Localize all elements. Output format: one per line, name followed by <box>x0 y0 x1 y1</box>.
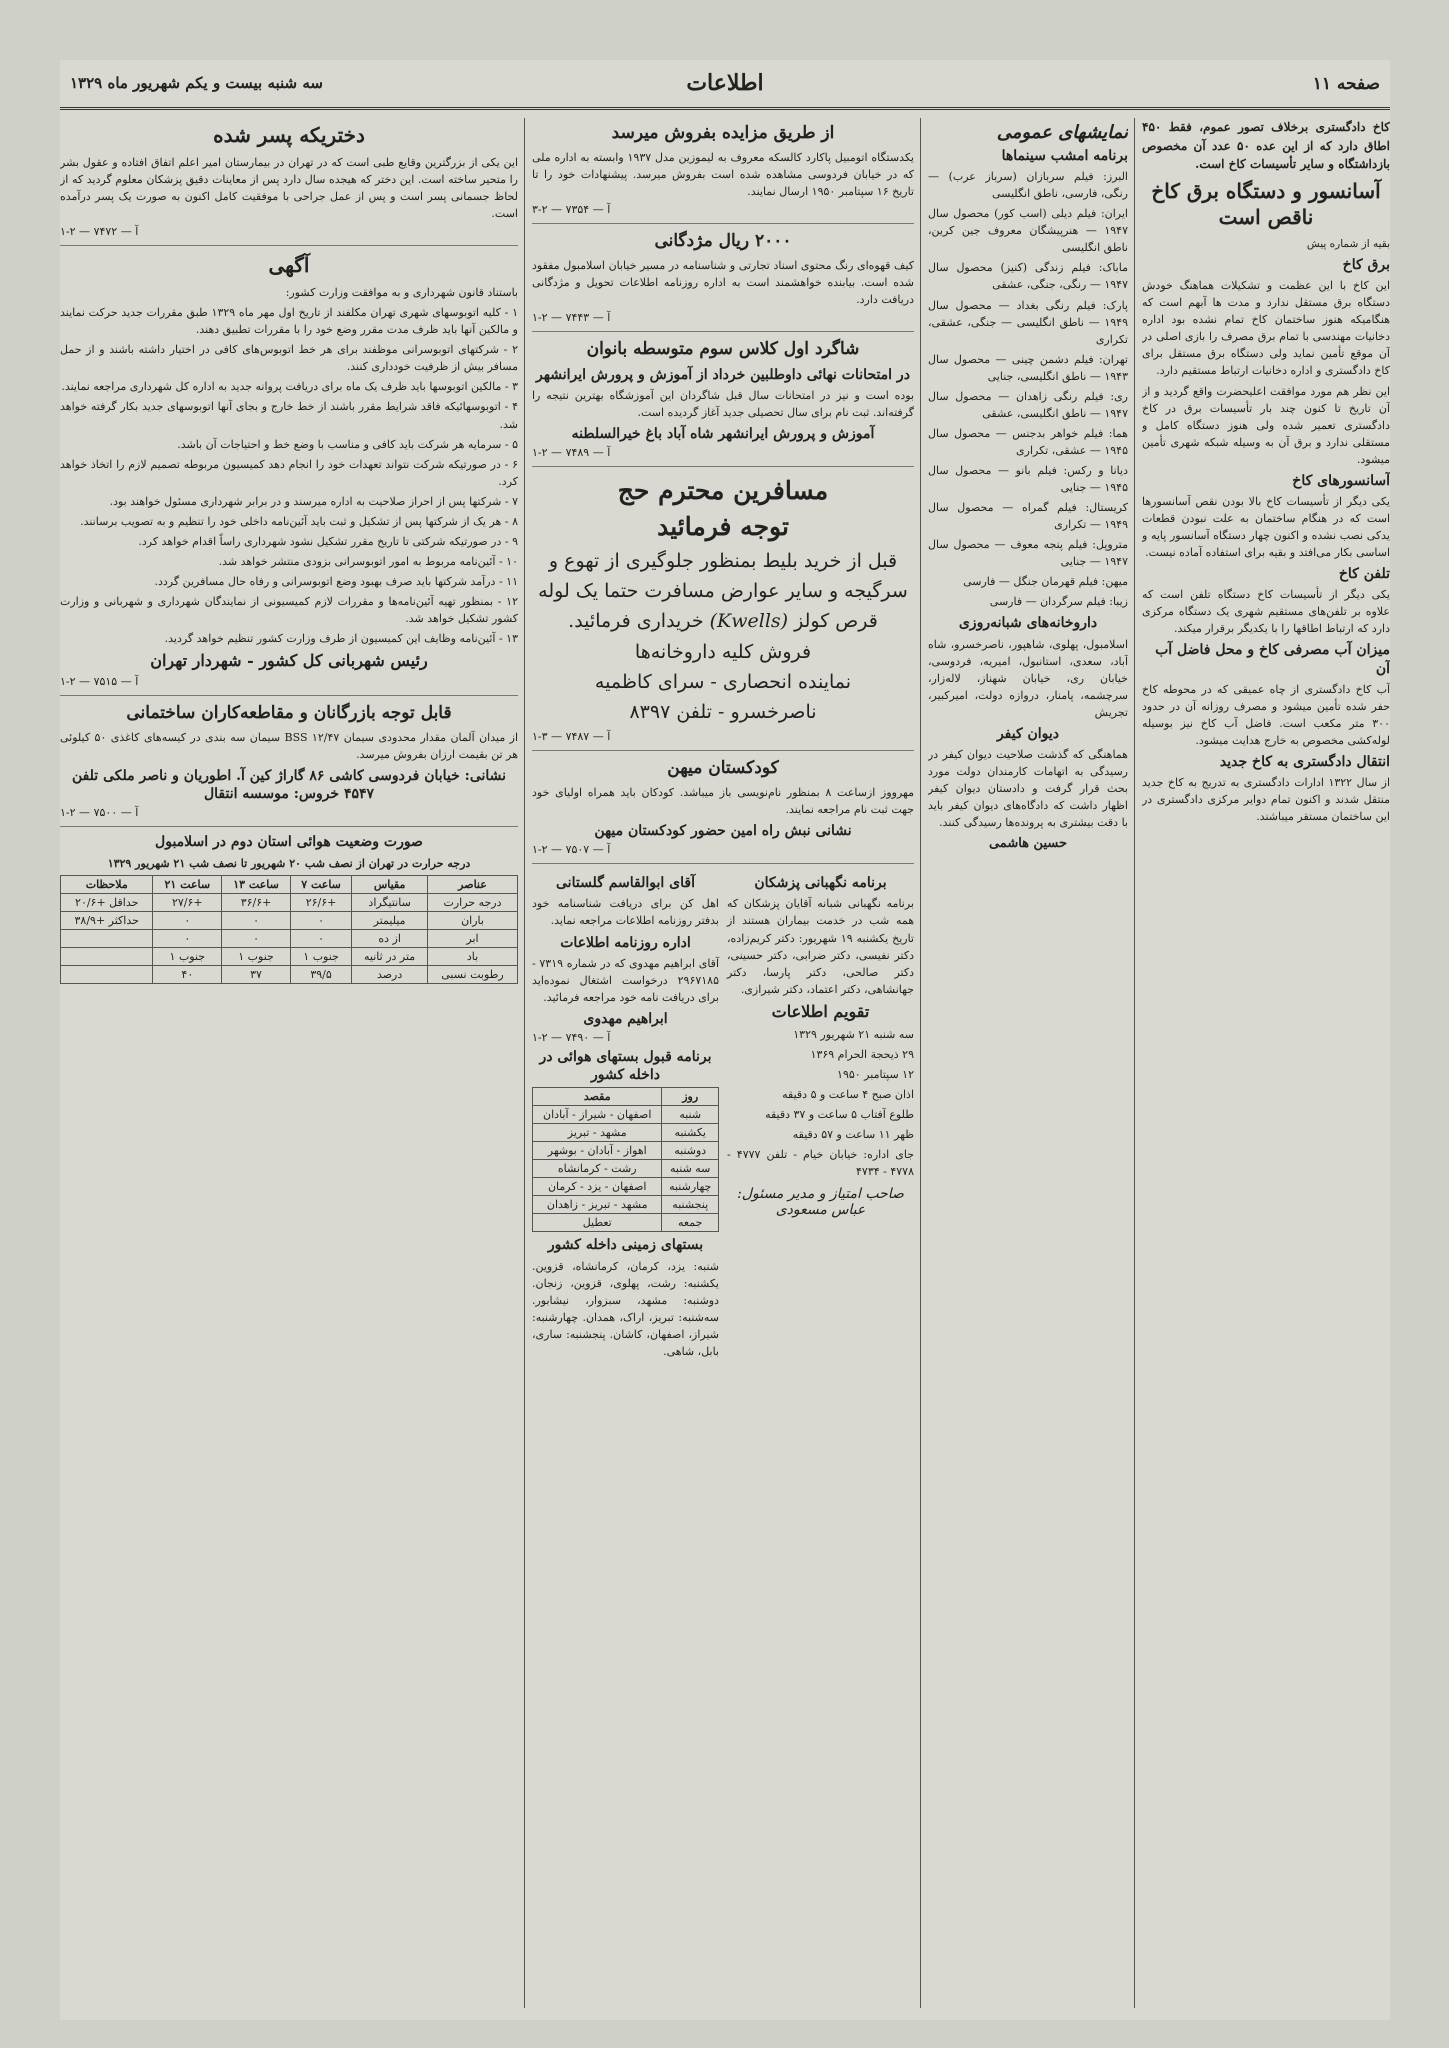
subhead-electricity: برق کاخ <box>1342 257 1390 274</box>
subhead-telephone: تلفن کاخ <box>1338 566 1390 583</box>
newspaper-page <box>60 60 1390 2020</box>
cement-address: نشانی: خیابان فردوسی کاشی ۸۶ گاراژ کین آ. اطوریان و ناصر ملکی تلفن ۴۵۴۷ خروس: موسسه انتقال <box>71 768 507 803</box>
paragraph: این نظر هم مورد موافقت اعلیحضرت واقع گردید و از آن تاریخ تا کنون چند بار تأسیسات برق در کاخ دادگستری تعمیر شده ولی هنوز دستگاه کامل و مستقلی ندارد و برق آن به وسیله شبکه شهری تأمین میشود. <box>1142 384 1390 466</box>
list-item: متروپل: فیلم پنجه معوف — محصول سال ۱۹۴۷ — جنایی <box>928 538 1128 569</box>
calendar-line: طلوع آفتاب ۵ ساعت و ۳۷ دقیقه <box>765 1107 914 1121</box>
weather-subtitle: درجه حرارت در تهران از نصف شب ۲۰ شهریور تا نصف شب ۲۱ شهریور ۱۳۲۹ <box>107 856 471 870</box>
ad-ref: آ — ۷۴۷۲ — ۲-۱ <box>60 225 139 239</box>
column-advertisements <box>532 118 914 1363</box>
notice-item: ۱۳ - آئین‌نامه وظایف این کمیسیون از طرف وزارت کشور تنظیم خواهد گردید. <box>164 632 518 646</box>
subhead-transfer: انتقال دادگستری به کاخ جدید <box>1219 754 1390 771</box>
calendar-line: اذان صبح ۴ ساعت و ۵ دقیقه <box>782 1087 914 1101</box>
column-court-building <box>1142 118 1390 828</box>
reward-ad <box>532 230 914 332</box>
cinema-program-title: برنامه امشب سینماها <box>1001 148 1128 164</box>
paragraph: یکی دیگر از تأسیسات کاخ دستگاه تلفن است که علاوه بر تلفن‌های مستقیم شهری یک دستگاه مرکزی دارد که ارتباط اطاقها را با یکدیگر برقرار میکند. <box>1142 588 1390 636</box>
continued-note: بقیه از شماره پیش <box>1306 237 1390 250</box>
school-signature: آموزش و پرورش ایرانشهر شاه آباد باغ خیرالسلطنه <box>571 425 875 442</box>
calendar-line: سه شنبه ۲۱ شهریور ۱۳۲۹ <box>793 1027 914 1041</box>
cement-ad <box>60 702 518 828</box>
ad-ref: آ — ۷۵۱۵ — ۲-۱ <box>60 674 139 688</box>
reward-text: کیف قهوه‌ای رنگ محتوی اسناد تجارتی و شناسنامه در مسیر خیابان اسلامبول مفقود شده است. بیابنده خواهشمند است به اداره روزنامه اطلاعات تحویل و مژدگانی دریافت دارد. <box>532 259 914 307</box>
cement-title: قابل توجه بازرگانان و مقاطعه‌کاران ساختمانی <box>126 702 452 723</box>
notice-item: ۹ - در صورتیکه شرکتی تا تاریخ مقرر تشکیل نشود شهرداری راساً اقدام خواهد کرد. <box>138 534 518 548</box>
left-subcolumn <box>532 870 719 1363</box>
kindergarten-title: کودکستان میهن <box>667 757 779 778</box>
column-public-shows <box>928 118 1128 857</box>
kindergarten-text: مهرووز ازساعت ۸ بمنظور نام‌نویسی باز میباشد. کودکان باید همراه اولیای خود جهت ثبت نام مراجعه نمایند. <box>532 785 914 817</box>
list-item: ماباک: فیلم زندگی (کنیز) محصول سال ۱۹۴۷ — رنگی، جنگی، عشقی <box>928 261 1128 292</box>
doctors-title: برنامه نگهبانی پزشکان <box>754 875 887 892</box>
school-subtitle: در امتحانات نهائی داوطلبین خرداد از آموزش و پرورش ایرانشهر <box>536 366 910 383</box>
court-section-title: دیوان کیفر <box>996 725 1060 742</box>
notice-item: ۱۰ - آئین‌نامه مربوط به امور اتوبوسرانی بزودی منتشر خواهد شد. <box>218 554 518 568</box>
page-number: صفحه ۱۱ <box>1312 74 1380 94</box>
hajj-title: مسافرین محترم حج <box>617 476 829 506</box>
school-ad <box>532 338 914 467</box>
list-item: تهران: فیلم دشمن چینی — محصول سال ۱۹۴۳ — ناطق انگلیسی، جنایی <box>928 352 1128 383</box>
hajj-address: ناصرخسرو - تلفن ۸۳۹۷ <box>629 701 817 724</box>
column-notices <box>60 118 518 984</box>
calendar-line: ۲۹ ذیحجة الحرام ۱۳۶۹ <box>810 1047 914 1061</box>
auction-ad <box>532 122 914 224</box>
list-item: زیبا: فیلم سرگردان — فارسی <box>989 595 1128 609</box>
person-notice-title: آقای ابوالقاسم گلستانی <box>556 875 695 892</box>
hajj-body <box>532 546 914 637</box>
hajj-ad <box>532 473 914 751</box>
notice-item: ۷ - شرکتها پس از احراز صلاحیت به اداره میرسند و در برابر شهرداری مسئول خواهند بود. <box>109 494 518 508</box>
two-col-block <box>532 870 914 1363</box>
kwells-name: (Kwells) <box>709 610 789 633</box>
hajj-agent: نماینده انحصاری - سرای کاظمیه <box>594 671 852 694</box>
ad-ref: آ — ۷۵۰۰ — ۲-۱ <box>60 806 139 820</box>
hajj-body-tail: خریداری فرمائید. <box>568 610 704 633</box>
girl-text: این یکی از بزرگترین وقایع طبی است که در تهران در بیمارستان امیر اعلم اتفاق افتاده و عقول بشر را متحیر ساخته است. این دختر که هیجده سال دارد پس از معاینات دقیق پزشکان معلوم گردید که از لحاظ جسمانی پسر است و پس از عمل جراحی با موفقیت کامل اکنون به صورت یک پسر درآمده است. <box>60 156 518 221</box>
list-item: پارک: فیلم رنگی بغداد — محصول سال ۱۹۴۹ — ناطق انگلیسی — جنگی، عشقی، تکراری <box>928 298 1128 346</box>
calendar-line: ظهر ۱۱ ساعت و ۵۷ دقیقه <box>792 1127 914 1141</box>
kindergarten-ad <box>532 757 914 864</box>
paragraph: از سال ۱۳۲۲ ادارات دادگستری به تدریج به کاخ جدید منتقل شدند و اکنون تمام دوایر مرکزی دادگستری در این ساختمان مستقر میباشند. <box>1142 776 1390 824</box>
cinema-list <box>928 168 1128 610</box>
person-notice-text: اهل کن برای دریافت شناسنامه خود بدفتر روزنامه اطلاعات مراجعه نماید. <box>532 897 719 928</box>
weather-title: صورت وضعیت هوائی استان دوم در اسلامبول <box>155 834 423 851</box>
column-rule <box>1134 118 1135 2008</box>
list-item: کریستال: فیلم گمراه — محصول سال ۱۹۴۹ — تکراری <box>928 501 1128 532</box>
auction-title: از طریق مزایده بفروش میرسد <box>611 123 835 143</box>
notice-item: ۱ - کلیه اتوبوسهای شهری تهران مکلفند از تاریخ اول مهر ماه ۱۳۲۹ طبق مقررات جدید حرکت نمایند و مالکین آنها باید ظرف مدت مقرر وضع خود را با مقررات تطبیق دهند. <box>60 306 518 337</box>
office-notice-name: ابراهیم مهدوی <box>583 1010 668 1027</box>
landmail-text: شنبه: یزد، کرمان، کرمانشاه، قزوین. یکشنبه: رشت، پهلوی، قزوین، زنجان. دوشنبه: مشهد، سبزوار، نیشابور. سه‌شنبه: تبریز، اراک، همدان. چهارشنبه: شیراز، اصفهان، کاشان. پنجشنبه: ساری، بابل، شاهی. <box>532 1259 719 1358</box>
landmail-title: بستهای زمینی داخله کشور <box>547 1237 704 1254</box>
notice-item: ۱۱ - درآمد شرکتها باید صرف بهبود وضع اتوبوسرانی و رفاه حال مسافرین گردد. <box>154 574 518 588</box>
hajj-subtitle: توجه فرمائید <box>657 512 789 542</box>
court-intro: کاخ دادگستری برخلاف تصور عموم، فقط ۴۵۰ اطاق دارد که از این عده ۵۰ عدد آن مخصوص بازداشتگاه و سایر تأسیسات کاخ است. <box>1142 120 1390 172</box>
calendar-line: ۱۲ سپتامبر ۱۹۵۰ <box>837 1067 914 1081</box>
right-subcolumn <box>727 870 914 1363</box>
office-notice-text: آقای ابراهیم مهدوی که در شماره ۷۳۱۹ - ۲۹۶۷۱۸۵ درخواست اشتغال نموده‌اید برای دریافت نامه خود مراجعه فرمائید. <box>532 956 719 1004</box>
list-item: ایران: فیلم دیلی (اسب کور) محصول سال ۱۹۴۷ — هنرپیشگان معروف جین کرین، ناطق انگلیسی <box>928 207 1128 255</box>
byline: حسین هاشمی <box>988 836 1068 852</box>
ad-ref: آ — ۷۵۰۷ — ۲-۱ <box>532 843 611 857</box>
cement-text: از میدان آلمان مقدار محدودی سیمان BSS ۱۲/۴۷ سیمان سه بندی در کیسه‌های کاغذی ۵۰ کیلوئی هر تن بقیمت ارزان بفروش میرسد. <box>60 730 518 762</box>
court-section-text: هماهنگی که گذشت صلاحیت دیوان کیفر در رسیدگی به اتهامات کارمندان دولت مورد بحث قرار گرفت و دادستان دیوان کیفر اظهار داشت که دادگاه‌های دیوان کیفر باید با دقت بیشتری به پرونده‌ها رسیدگی کنند. <box>928 747 1128 830</box>
school-title: شاگرد اول کلاس سوم متوسطه بانوان <box>586 339 860 360</box>
list-item: هما: فیلم خواهر بدجنس — محصول سال ۱۹۴۵ — عشقی، تکراری <box>928 426 1128 457</box>
court-article-title: آسانسور و دستگاه برق کاخ ناقص است <box>1151 178 1381 229</box>
notice-item: ۱۲ - بمنظور تهیه آئین‌نامه‌ها و مقررات لازم کمیسیونی از نمایندگان شهرداری و شهربانی و وزارت کشور تشکیل خواهد شد. <box>60 594 518 625</box>
airmail-table: روز مقصد شنبه اصفهان - شیراز - آبادان یکشنبه مشهد - تبریز دوشنبه اهواز - آبادان - بوشهر سه شنبه رشت - کرمانشاه چهارشنبه اصفهان - یزد - کرمان پنجشنبه مشهد - تبریز - زاهدان جمعه تعطیل <box>532 1087 719 1232</box>
municipal-notice <box>60 252 518 696</box>
shows-title: نمایشهای عمومی <box>996 122 1128 143</box>
notice-item: ۵ - سرمایه هر شرکت باید کافی و مناسب با وضع خط و احتیاجات آن باشد. <box>177 437 518 451</box>
notice-item: ۶ - در صورتیکه شرکت نتواند تعهدات خود را انجام دهد کمیسیون مربوطه تصمیم لازم را اتخاذ خواهد کرد. <box>60 457 518 488</box>
notice-item: ۳ - مالکین اتوبوسها باید ظرف یک ماه برای دریافت پروانه جدید به اداره کل شهرداری مراجعه نمایند. <box>61 380 518 394</box>
hajj-sale: فروش کلیه داروخانه‌ها <box>634 640 812 663</box>
subhead-water: میزان آب مصرفی کاخ و محل فاضل آب آن <box>1155 642 1390 677</box>
pharmacy-list: اسلامبول، پهلوی، شاهپور، ناصرخسرو، شاه آباد، سعدی، استانبول، امیریه، فردوسی، خیابان ری، خیابان شهناز، لاله‌زار، سرچشمه، پامنار، دروازه دولت، امیرکبیر، تجریش <box>928 637 1128 719</box>
girl-title: دختریکه پسر شده <box>213 123 365 147</box>
issue-date: سه شنبه بیست و یکم شهریور ماه ۱۳۲۹ <box>70 74 323 92</box>
column-rule <box>920 118 921 2008</box>
notice-title: آگهی <box>268 253 310 278</box>
paragraph: یکی دیگر از تأسیسات کاخ بالا بودن نقص آسانسورها است که در هنگام ساختمان به علت نبودن قطعات یدکی نصب نشده و اکنون چهار دستگاه آسانسور پایه و اساسی بکار می‌افتد و بقیه برای استفاده آماده نیست. <box>1142 494 1390 560</box>
kindergarten-address: نشانی نبش راه امین حضور کودکستان میهن <box>594 823 852 840</box>
notice-intro: باستناد قانون شهرداری و به موافقت وزارت کشور: <box>285 286 518 300</box>
notice-signature: رئیس شهربانی کل کشور - شهردار تهران <box>150 651 428 671</box>
ad-ref: آ — ۷۴۸۷ — ۳-۱ <box>532 729 611 743</box>
ad-ref: آ — ۷۳۵۴ — ۲-۳ <box>532 203 611 217</box>
paragraph: این کاخ با این عظمت و تشکیلات هماهنگ خودش دستگاه برق مستقل ندارد و مدت ها آبهم است که هنگامیکه هنوز ساختمان کاخ تمام نشده بود اداره دخانیات مهندسی با تمام برق مصرف را بازی اصلی در آن موقع تأمین نماید ولی دستگاه برق مستقل برای کاخ دادگستری و اداره دخانیات ارتباط مستقیم دارد. <box>1142 279 1390 378</box>
airmail-title: برنامه قبول بستهای هوائی در داخله کشور <box>539 1049 712 1084</box>
ad-ref: آ — ۷۴۴۳ — ۲-۱ <box>532 311 611 325</box>
list-item: البرز: فیلم سربازان (سرباز عرب) — رنگی، فارسی، ناطق انگلیسی <box>928 170 1128 201</box>
page-header <box>60 60 1390 110</box>
notice-item: ۴ - اتوبوسهائیکه فاقد شرایط مقرر باشند از خط خارج و بجای آنها اتوبوسهای جدید بکار گرفته خواهد شد. <box>60 400 518 431</box>
paragraph: آب کاخ دادگستری از چاه عمیقی که در محوطه کاخ حفر شده تأمین میشود و مصرف روزانه آن در حدود ۳۰۰ متر مکعب است. فاضل آب کاخ نیز بوسیله لوله‌کشی مخصوص به خارج هدایت میشود. <box>1142 682 1390 747</box>
office-info: جای اداره: خیابان خیام - تلفن ۴۷۷۷ - ۴۷۷۸ - ۴۷۳۴ <box>727 1147 914 1178</box>
calendar-title: تقویم اطلاعات <box>771 1001 870 1021</box>
reward-title: ۲۰۰۰ ریال مژدگانی <box>654 231 792 252</box>
doctors-text: برنامه نگهبانی شبانه آقایان پزشکان که همه شب در خدمت بیماران هستند از تاریخ یکشنبه ۱۹ شهریور: دکتر کریم‌زاده، دکتر نفیسی، دکتر ضرابی، دکتر حسینی، دکتر صالحی، دکتر پارسا، دکتر جهانشاهی، دکتر اعتماد، دکتر شیرازی. <box>727 897 914 996</box>
publisher-signature: صاحب امتیاز و مدیر مسئول: عباس مسعودی <box>737 1185 904 1218</box>
subhead-elevators: آسانسورهای کاخ <box>1292 472 1390 489</box>
list-item: میهن: فیلم قهرمان جنگل — فارسی <box>963 575 1128 589</box>
weather-report <box>60 833 518 983</box>
notice-item: ۲ - شرکتهای اتوبوسرانی موظفند برای هر خط اتوبوس‌های کافی در اختیار داشته باشند و از حمل مسافر بیش از ظرفیت خودداری کنند. <box>60 343 518 374</box>
auction-text: یکدستگاه اتومبیل پاکارد کالسکه معروف به لیموزین مدل ۱۹۳۷ وابسته به اداره ملی که در خیابان فردوسی مشاهده شده است بفروش میرسد. پیشنهادات خود را تا تاریخ ۱۶ سپتامبر ۱۹۵۰ ارسال نمایند. <box>532 151 914 199</box>
school-text: بوده است و نیز در امتحانات سال قبل شاگردان این آموزشگاه بهترین نتیجه را گرفته‌اند. ثبت نام برای سال تحصیلی جدید آغاز گردیده است. <box>532 388 914 419</box>
pharmacy-title: داروخانه‌های شبانه‌روزی <box>958 615 1098 632</box>
column-rule <box>524 118 525 2008</box>
ad-ref: آ — ۷۴۸۹ — ۲-۱ <box>532 446 611 460</box>
notice-item: ۸ - هر یک از شرکتها پس از تشکیل و ثبت باید آئین‌نامه داخلی خود را تنظیم و به تصویب برسانند. <box>80 514 518 528</box>
list-item: دیانا و رکس: فیلم بانو — محصول سال ۱۹۴۵ — جنایی <box>928 463 1128 494</box>
weather-table: عناصر مقیاس ساعت ۷ ساعت ۱۳ ساعت ۲۱ ملاحظات درجه حرارت سانتیگراد +۲۶/۶ +۳۶/۶ +۲۷/۶ حداقل +۲۰/۶ باران میلیمتر ۰ ۰ ۰ حداکثر +۳۸/۹ ابر از ده ۰ ۰ ۰ باد متر در ثانیه جنوب ۱ جنوب ۱ جنوب ۱ رطوبت نسبی درصد ۳۹/۵ ۳۷ ۴۰ <box>60 875 518 984</box>
girl-article <box>60 122 518 246</box>
newspaper-name: اطلاعات <box>686 70 764 96</box>
office-notice-title: اداره روزنامه اطلاعات <box>560 934 691 951</box>
ad-ref: آ — ۷۴۹۰ — ۲-۱ <box>532 1031 611 1045</box>
list-item: ری: فیلم رنگی زاهدان — محصول سال ۱۹۴۷ — ناطق انگلیسی، عشقی <box>928 389 1128 420</box>
hajj-body-text: قبل از خرید بلیط بمنظور جلوگیری از تهوع و سرگیجه و سایر عوارض مسافرت حتما یک لوله قرص کولز <box>538 549 908 633</box>
